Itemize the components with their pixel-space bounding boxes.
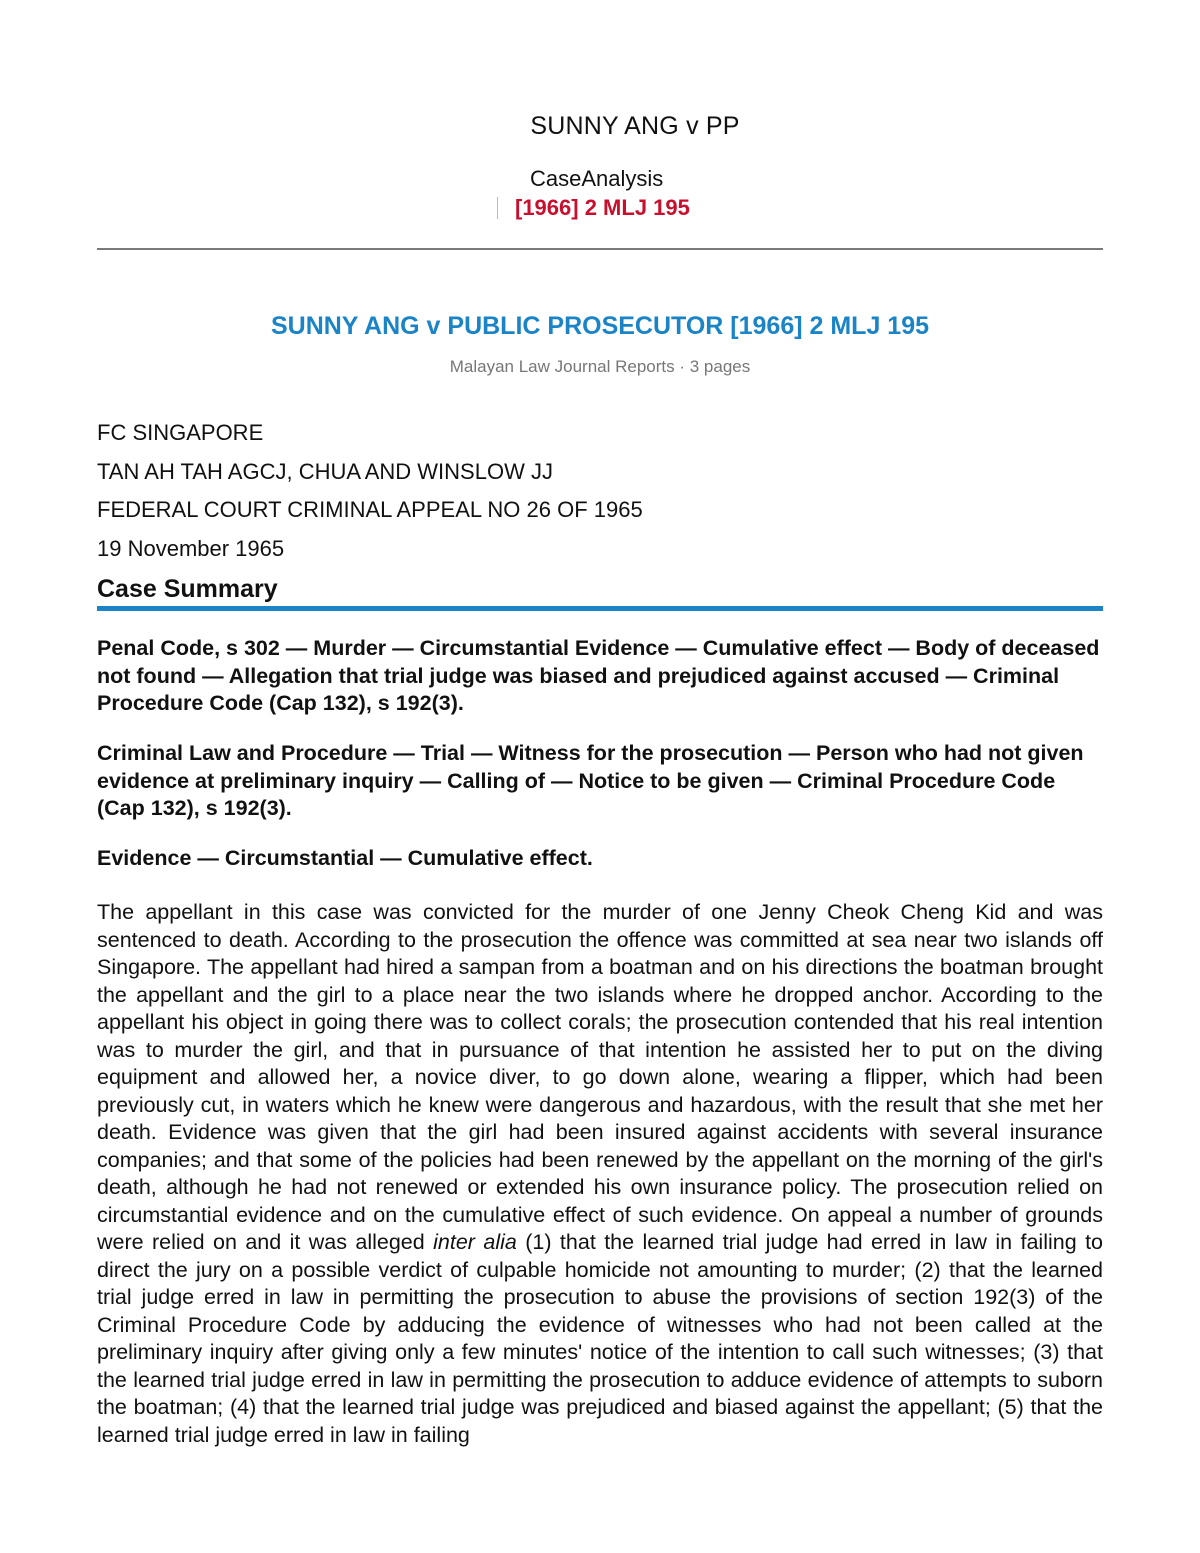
summary-text: The appellant in this case was convicted for the murder of one Jenny Cheok Cheng Kid and was sentenced to death. According to the prosecution the offence was committed at sea near two islands off Singapore. The appellant had hired a sampan from a boatman and on his directions the boatman brought the appellant and the girl to a place near the two islands where he dropped anchor. According to the appellant his object in going there was to collect corals; the prosecution contended that his real intention was to murder the girl, and that in pursuance of that intention he assisted her to put on the diving equipment and allowed her, a novice diver, to go down alone, wearing a flipper, which had been previously cut, in waters which he knew were dangerous and hazardous, with the result that she met her death. Evidence was given that the girl had been insured against accidents with several insurance companies; and that some of the policies had been renewed by the appellant on the morning of the girl's death, although he had not renewed or extended his own insurance policy. The prosecution relied on circumstantial evidence and on the cumulative effect of such evidence. On appeal a number of grounds were relied on and it was alleged <box>97 900 1103 1254</box>
summary-italic-text: inter alia <box>433 1230 517 1254</box>
document-title: SUNNY ANG v PP <box>530 112 740 140</box>
court-name: FC SINGAPORE <box>97 420 264 445</box>
header-divider <box>97 248 1103 250</box>
catchwords-paragraph: Penal Code, s 302 — Murder — Circumstantial Evidence — Cumulative effect — Body of deceased not found — Allegation that trial judge was biased and prejudiced against accused — Criminal Procedure Code (Cap 132), s 192(3). <box>97 636 1100 715</box>
section-title: Case Summary <box>97 575 278 603</box>
document-type-label: CaseAnalysis <box>530 166 664 191</box>
section-divider <box>97 606 1103 611</box>
decision-date: 19 November 1965 <box>97 536 285 561</box>
citation-label: [1966] 2 MLJ 195 <box>515 195 690 220</box>
case-heading: SUNNY ANG v PUBLIC PROSECUTOR [1966] 2 MLJ 195 <box>270 312 930 340</box>
citation-divider <box>497 197 498 219</box>
catchwords-paragraph: Evidence — Circumstantial — Cumulative effect. <box>97 846 593 870</box>
source-line: Malayan Law Journal Reports · 3 pages <box>449 357 751 376</box>
catchwords-paragraph: Criminal Law and Procedure — Trial — Witness for the prosecution — Person who had not given evidence at preliminary inquiry — Calling of — Notice to be given — Criminal Procedure Code (Cap 132), s 192(3). <box>97 741 1084 820</box>
summary-text-continued: (1) that the learned trial judge had erred in law in failing to direct the jury on a possible verdict of culpable homicide not amounting to murder; (2) that the learned trial judge erred in law in permitting the prosecution to abuse the provisions of section 192(3) of the Criminal Procedure Code by adducing the evidence of witnesses who had not been called at the preliminary inquiry after giving only a few minutes' notice of the intention to call such witnesses; (3) that the learned trial judge erred in law in permitting the prosecution to adduce evidence of attempts to suborn the boatman; (4) that the learned trial judge was prejudiced and biased against the appellant; (5) that the learned trial judge erred in law in failing <box>97 1230 1104 1447</box>
appeal-number: FEDERAL COURT CRIMINAL APPEAL NO 26 OF 1965 <box>97 497 643 522</box>
judges: TAN AH TAH AGCJ, CHUA AND WINSLOW JJ <box>97 459 553 484</box>
summary-paragraph <box>97 899 1103 1449</box>
citation-row <box>497 195 690 221</box>
